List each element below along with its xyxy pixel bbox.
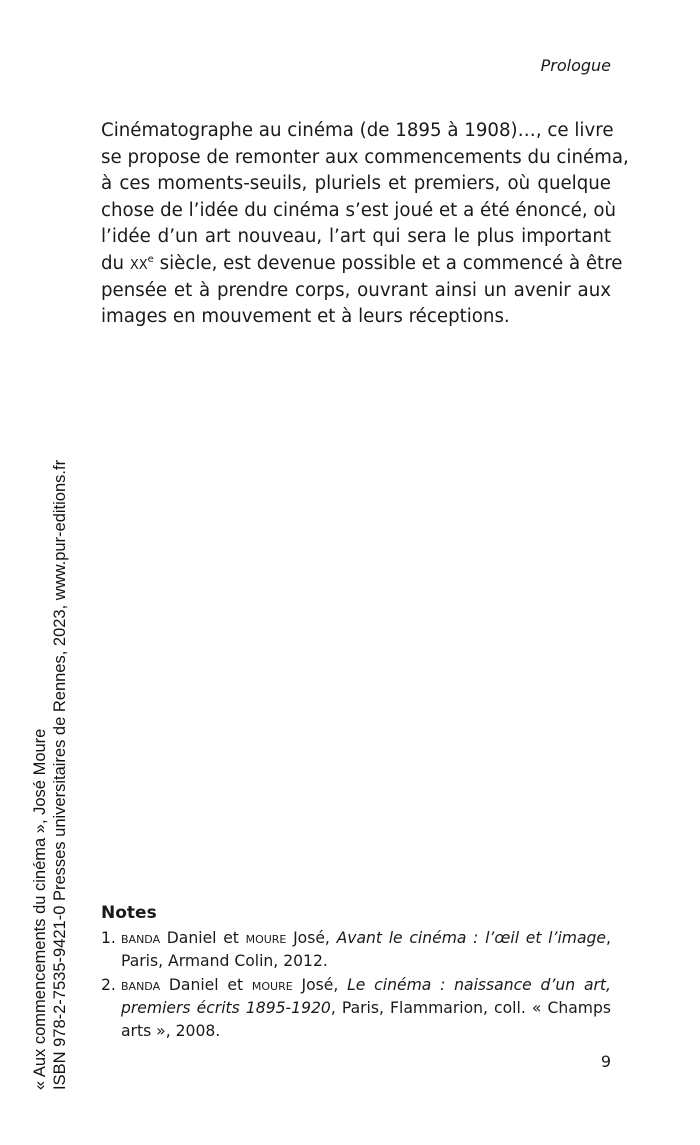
author: banda bbox=[121, 975, 161, 994]
text: siècle, est devenue possible et a commencé à être bbox=[153, 252, 623, 274]
note-item bbox=[101, 974, 611, 1044]
text: , Paris, Flammarion, coll. « Champs bbox=[330, 998, 611, 1017]
text: du bbox=[101, 252, 130, 274]
text: Daniel et bbox=[160, 929, 246, 947]
note-number: 1. bbox=[101, 929, 116, 947]
text: Daniel et bbox=[160, 975, 252, 994]
text: José, bbox=[292, 975, 348, 994]
author: moure bbox=[245, 929, 287, 947]
body-line: l’idée d’un art nouveau, l’art qui sera le plus important bbox=[101, 226, 611, 248]
body-line: chose de l’idée du cinéma s’est joué et a été énoncé, où bbox=[101, 199, 617, 221]
notes-heading: Notes bbox=[101, 903, 157, 923]
book-title: premiers écrits 1895-1920 bbox=[121, 998, 331, 1017]
notes-section bbox=[101, 903, 611, 1043]
author: moure bbox=[251, 975, 293, 994]
body-line bbox=[101, 251, 623, 278]
note-item bbox=[101, 927, 611, 974]
book-title: Le cinéma : naissance d’un art, bbox=[347, 975, 612, 994]
book-title: Avant le cinéma : l’œil et l’image bbox=[336, 929, 607, 947]
superscript: e bbox=[147, 253, 154, 265]
copyright-sidebar bbox=[30, 460, 70, 1090]
text: , bbox=[606, 929, 611, 947]
body-line: à ces moments-seuils, pluriels et premiers, où quelque bbox=[101, 173, 611, 195]
note-number: 2. bbox=[101, 975, 116, 994]
running-header: Prologue bbox=[540, 56, 611, 75]
text: Paris, Armand Colin, 2012. bbox=[121, 952, 328, 971]
sidebar-line: « Aux commencements du cinéma », José Moure bbox=[31, 728, 49, 1090]
text: arts », 2008. bbox=[121, 1022, 221, 1041]
sidebar-line: ISBN 978-2-7535-9421-0 Presses universitaires de Rennes, 2023, www.pur-editions.fr bbox=[51, 459, 69, 1090]
body-line: Cinématographe au cinéma (de 1895 à 1908)…, ce livre bbox=[101, 120, 614, 141]
body-line: images en mouvement et à leurs réceptions. bbox=[101, 306, 510, 328]
author: banda bbox=[121, 929, 161, 947]
body-line: se propose de remonter aux commencements du cinéma, bbox=[101, 146, 629, 168]
text: José, bbox=[286, 929, 337, 947]
body-line: pensée et à prendre corps, ouvrant ainsi un avenir aux bbox=[101, 279, 611, 301]
body-paragraph bbox=[101, 118, 629, 331]
century-numeral: xx bbox=[129, 252, 148, 274]
page-number: 9 bbox=[600, 1052, 611, 1071]
